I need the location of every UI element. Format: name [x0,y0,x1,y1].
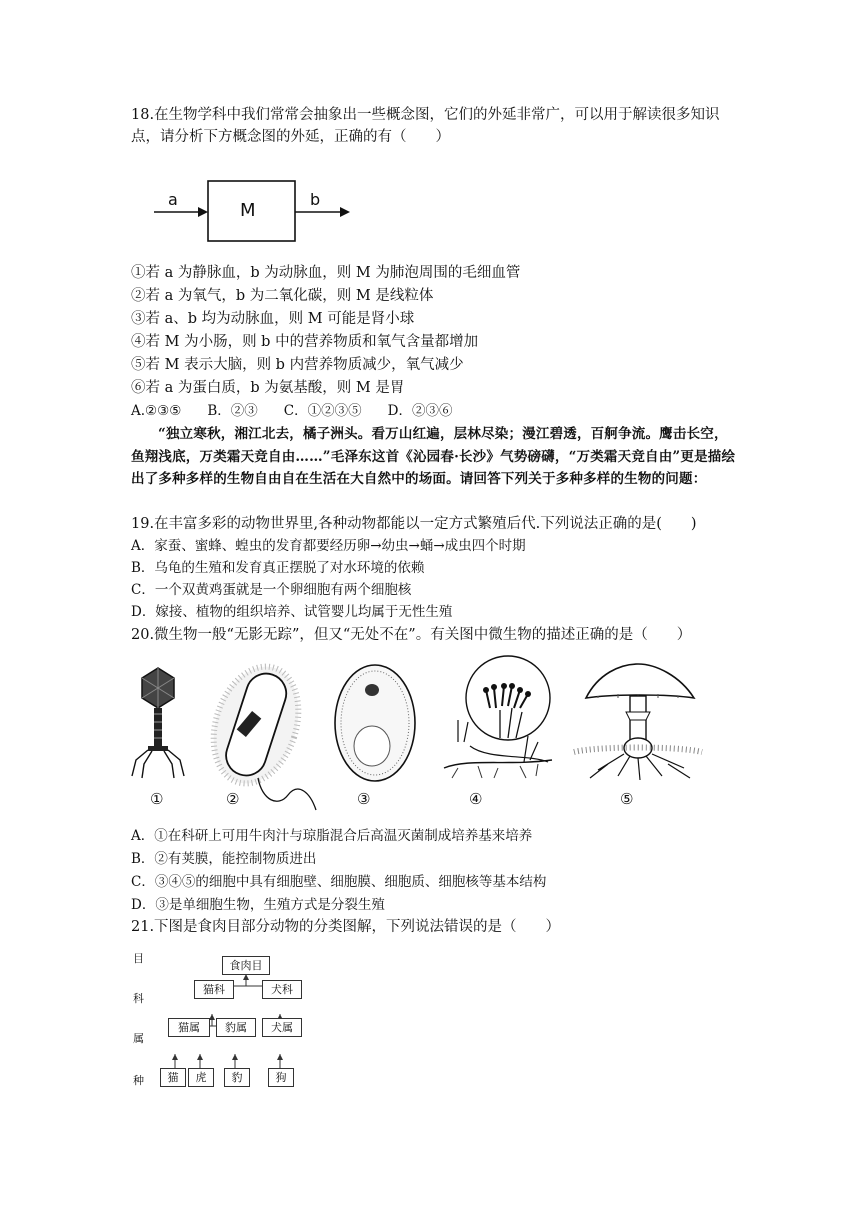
taxon-species-box: 狗 [268,1068,294,1087]
microbe-label-2: ② [226,790,240,808]
q18-option-b[interactable]: B．②③ [207,403,258,419]
mold-icon [444,656,552,778]
taxon-order-box: 食肉目 [222,956,270,975]
q19-option-d[interactable]: D．嫁接、植物的组织培养、试管婴儿均属于无性生殖 [131,604,453,620]
q18-item: ③若 a、b 均为动脉血，则 M 可能是肾小球 [131,311,415,327]
q18-item: ⑥若 a 为蛋白质，b 为氨基酸，则 M 是胃 [131,380,405,396]
q20-option-c[interactable]: C．③④⑤的细胞中具有细胞壁、细胞膜、细胞质、细胞核等基本结构 [131,874,547,890]
taxon-genus-box: 犬属 [262,1018,302,1037]
q18-item: ②若 a 为氧气，b 为二氧化碳，则 M 是线粒体 [131,288,434,304]
bacteriophage-icon [132,668,184,778]
q21-stem: 21.下图是食肉目部分动物的分类图解，下列说法错误的是（ ） [131,919,561,935]
diagram-label-m: M [240,200,256,221]
q19-option-b[interactable]: B．乌龟的生殖和发育真正摆脱了对水环境的依赖 [131,560,425,576]
diagram-label-a: a [168,190,178,209]
microbe-label-5: ⑤ [620,790,634,808]
taxon-species-box: 猫 [160,1068,186,1087]
q18-option-d[interactable]: D．②③⑥ [387,403,453,419]
taxon-genus-box: 豹属 [216,1018,256,1037]
taxon-genus-box: 猫属 [168,1018,210,1037]
microbe-label-3: ③ [357,790,371,808]
q20-stem: 20.微生物一般“无影无踪”，但又“无处不在”。有关图中微生物的描述正确的是（ ） [131,627,692,643]
q18-stem: 18.在生物学科中我们常常会抽象出一些概念图，它们的外延非常广，可以用于解读很多知识点，请分析下方概念图的外延，正确的有（ ） [131,107,720,145]
taxon-family-box: 猫科 [194,980,234,999]
rank-label-order: 目 [133,952,144,965]
yeast-cell-icon [335,665,415,781]
q18-option-c[interactable]: C．①②③⑤ [283,403,362,419]
q19-option-a[interactable]: A．家蚕、蜜蜂、蝗虫的发育都要经历卵→幼虫→蛹→成虫四个时期 [131,538,526,554]
q18-item: ④若 M 为小肠，则 b 中的营养物质和氧气含量都增加 [131,334,479,350]
bacterium-icon [199,656,316,810]
q20-option-d[interactable]: D．③是单细胞生物，生殖方式是分裂生殖 [131,897,385,913]
q19-option-c[interactable]: C．一个双黄鸡蛋就是一个卵细胞有两个细胞核 [131,582,412,598]
taxon-family-box: 犬科 [262,980,302,999]
q18-options [131,401,452,421]
q20-option-b[interactable]: B．②有荚膜，能控制物质进出 [131,851,317,867]
rank-label-species: 种 [133,1074,144,1087]
diagram-label-b: b [310,190,321,209]
microbe-label-4: ④ [469,790,483,808]
taxon-species-box: 虎 [188,1068,214,1087]
q18-item: ①若 a 为静脉血，b 为动脉血，则 M 为肺泡周围的毛细血管 [131,265,521,281]
taxon-species-box: 豹 [224,1068,250,1087]
q20-option-a[interactable]: A．①在科研上可用牛肉汁与琼脂混合后高温灭菌制成培养基来培养 [131,828,533,844]
rank-label-genus: 属 [133,1032,144,1045]
q18-option-a[interactable]: A.②③⑤ [131,403,182,419]
q18-item: ⑤若 M 表示大脑，则 b 内营养物质减少，氧气减少 [131,357,464,373]
microbe-label-1: ① [150,790,164,808]
rank-label-family: 科 [133,992,144,1005]
q19-stem: 19.在丰富多彩的动物世界里,各种动物都能以一定方式繁殖后代.下列说法正确的是( ) [131,516,697,532]
mushroom-icon [574,664,702,780]
poem-passage: “独立寒秋，湘江北去，橘子洲头。看万山红遍，层林尽染；漫江碧透，百舸争流。鹰击长空，鱼翔浅底，万类霜天竞自由……”毛泽东这首《沁园春·长沙》气势磅礴，“万类霜天竞自由”更是描绘出了多种多样的生物自由自在生活在大自然中的场面。请回答下列关于多种多样的生物的问题： [131,426,736,487]
